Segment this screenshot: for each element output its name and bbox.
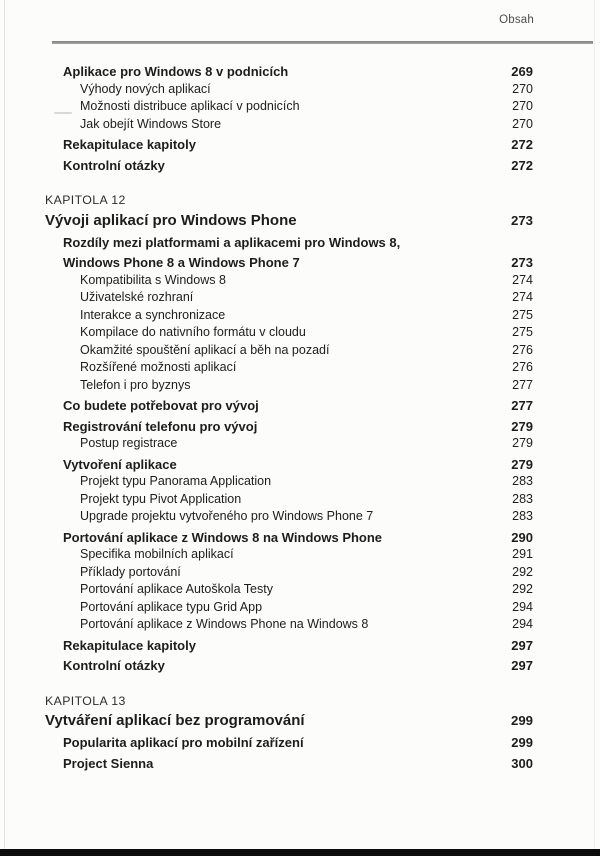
toc-row — [45, 418, 533, 436]
toc-row — [45, 637, 533, 655]
toc-row — [45, 581, 533, 599]
toc-row — [45, 192, 533, 210]
header-rule — [52, 41, 593, 44]
toc-entry-title: Telefon i pro byznys — [80, 377, 191, 392]
toc-row — [45, 359, 533, 377]
toc-row — [45, 491, 533, 509]
toc-entry-page: 270 — [512, 116, 533, 131]
toc-entry-title: KAPITOLA 12 — [45, 193, 126, 207]
toc-entry-page: 283 — [512, 491, 533, 506]
toc-entry-page: 292 — [512, 564, 533, 579]
toc-entry-title: Jak obejít Windows Store — [80, 116, 222, 131]
toc-row — [45, 693, 533, 711]
toc-row — [45, 324, 533, 342]
page-edge-right — [594, 0, 595, 849]
toc-row — [45, 98, 533, 116]
toc-entry-title: Upgrade projektu vytvořeného pro Windows Phone 7 — [80, 509, 374, 523]
toc-entry-page: 283 — [512, 474, 533, 488]
toc-entry-title: Portování aplikace z Windows Phone na Windows 8 — [80, 617, 369, 631]
toc-row — [45, 136, 533, 154]
toc-entry-page: 279 — [511, 456, 533, 472]
toc-entry-title: Rekapitulace kapitoly — [63, 137, 196, 152]
toc-entry-page: 279 — [512, 436, 533, 450]
toc-row — [45, 210, 533, 231]
toc-entry-page: 275 — [512, 325, 533, 339]
toc-row — [45, 63, 533, 81]
toc-entry-title: Kontrolní otázky — [63, 658, 165, 673]
toc-row — [45, 508, 533, 526]
toc-row — [45, 342, 533, 360]
toc-row — [45, 435, 533, 453]
toc-entry-title: Windows Phone 8 a Windows Phone 7 — [63, 255, 300, 270]
toc-entry-page: 277 — [512, 377, 533, 392]
toc-entry-title: Co budete potřebovat pro vývoj — [63, 398, 259, 413]
toc-entry-title: Projekt typu Panorama Application — [80, 474, 272, 488]
toc-entry-title: Rozdíly mezi platformami a aplikacemi pro Windows 8, — [63, 234, 401, 250]
toc-entry-page: 297 — [511, 637, 533, 653]
scan-bottom-edge — [0, 849, 600, 856]
toc-entry-page: 294 — [512, 617, 533, 631]
toc-row — [45, 710, 533, 731]
toc-row — [45, 564, 533, 582]
toc-entry-title: Project Sienna — [63, 755, 154, 771]
toc-entry-title: Projekt typu Pivot Application — [80, 491, 242, 506]
toc-row — [45, 473, 533, 491]
toc-entry-title: Portování aplikace Autoškola Testy — [80, 582, 273, 596]
toc-entry-title: Příklady portování — [80, 564, 181, 579]
toc-entry-title: Kontrolní otázky — [63, 157, 165, 173]
toc-entry-page: 279 — [511, 418, 533, 434]
toc-entry-page: 273 — [510, 212, 533, 228]
toc-row — [45, 81, 533, 99]
toc-entry-page: 269 — [511, 64, 533, 79]
toc-row — [45, 397, 533, 415]
toc-entry-title: Výhody nových aplikací — [80, 81, 211, 96]
toc-entry-page: 299 — [510, 713, 533, 728]
toc-entry-page: 277 — [511, 398, 533, 413]
toc-row — [45, 529, 533, 547]
toc-entry-page: 275 — [512, 307, 533, 322]
toc-entry-title: Vývoji aplikací pro Windows Phone — [45, 211, 297, 229]
toc-entry-title: Rekapitulace kapitoly — [63, 637, 196, 653]
toc-entry-title: Registrování telefonu pro vývoj — [63, 418, 258, 434]
toc-entry-page: 283 — [512, 509, 533, 523]
toc-entry-page: 270 — [512, 99, 533, 113]
toc-entry-title: Vytváření aplikací bez programování — [45, 712, 305, 729]
toc-row — [45, 734, 533, 752]
toc-row — [45, 272, 533, 290]
toc-row — [45, 116, 533, 134]
toc-entry-title: Postup registrace — [80, 436, 178, 450]
toc-entry-page: 274 — [512, 290, 533, 304]
toc-entry-title: KAPITOLA 13 — [45, 693, 126, 708]
toc-entry-page: 290 — [511, 529, 533, 545]
toc-row — [45, 657, 533, 675]
toc-entry-page: 274 — [512, 272, 533, 287]
toc-entry-page: 291 — [512, 547, 533, 561]
toc-entry-title: Rozšířené možnosti aplikací — [80, 360, 237, 374]
toc-entry-page: 270 — [512, 81, 533, 96]
toc-entry-page: 292 — [512, 582, 533, 596]
toc-entry-title: Specifika mobilních aplikací — [80, 547, 234, 561]
toc-entry-page: 272 — [511, 137, 533, 152]
toc-entry-page: 297 — [511, 658, 533, 673]
toc-entry-title: Portování aplikace z Windows 8 na Windows Phone — [63, 529, 383, 545]
toc-row — [45, 307, 533, 325]
toc-entry-page: 294 — [512, 599, 533, 614]
toc-row — [45, 254, 533, 272]
toc-entry-title: Vytvoření aplikace — [63, 456, 177, 472]
toc-row — [45, 234, 533, 252]
toc-entry-page: 276 — [512, 342, 533, 357]
toc-row — [45, 616, 533, 634]
toc-entry-page: 299 — [511, 735, 533, 750]
toc-entry-page: 300 — [511, 755, 533, 771]
toc-entry-title: Aplikace pro Windows 8 v podnicích — [63, 64, 289, 79]
toc-entry-title: Kompilace do nativního formátu v cloudu — [80, 325, 306, 339]
toc-entry-page: 272 — [511, 157, 533, 173]
toc-row — [45, 456, 533, 474]
toc-row — [45, 157, 533, 175]
toc — [45, 60, 533, 772]
toc-entry-title: Možnosti distribuce aplikací v podnicích — [80, 99, 300, 113]
toc-entry-title: Okamžité spouštění aplikací a běh na pozadí — [80, 342, 330, 357]
toc-entry-title: Popularita aplikací pro mobilní zařízení — [63, 735, 304, 750]
toc-entry-page: 276 — [512, 360, 533, 374]
toc-entry-title: Uživatelské rozhraní — [80, 290, 194, 304]
toc-row — [45, 289, 533, 307]
toc-row — [45, 546, 533, 564]
toc-entry-page: 273 — [511, 255, 533, 270]
toc-row — [45, 755, 533, 773]
toc-entry-title: Kompatibilita s Windows 8 — [80, 272, 226, 287]
toc-entry-title: Portování aplikace typu Grid App — [80, 599, 263, 614]
toc-entry-title: Interakce a synchronizace — [80, 307, 226, 322]
toc-row — [45, 599, 533, 617]
toc-row — [45, 377, 533, 395]
page-edge-left — [4, 0, 5, 849]
page-header: Obsah — [499, 14, 534, 26]
